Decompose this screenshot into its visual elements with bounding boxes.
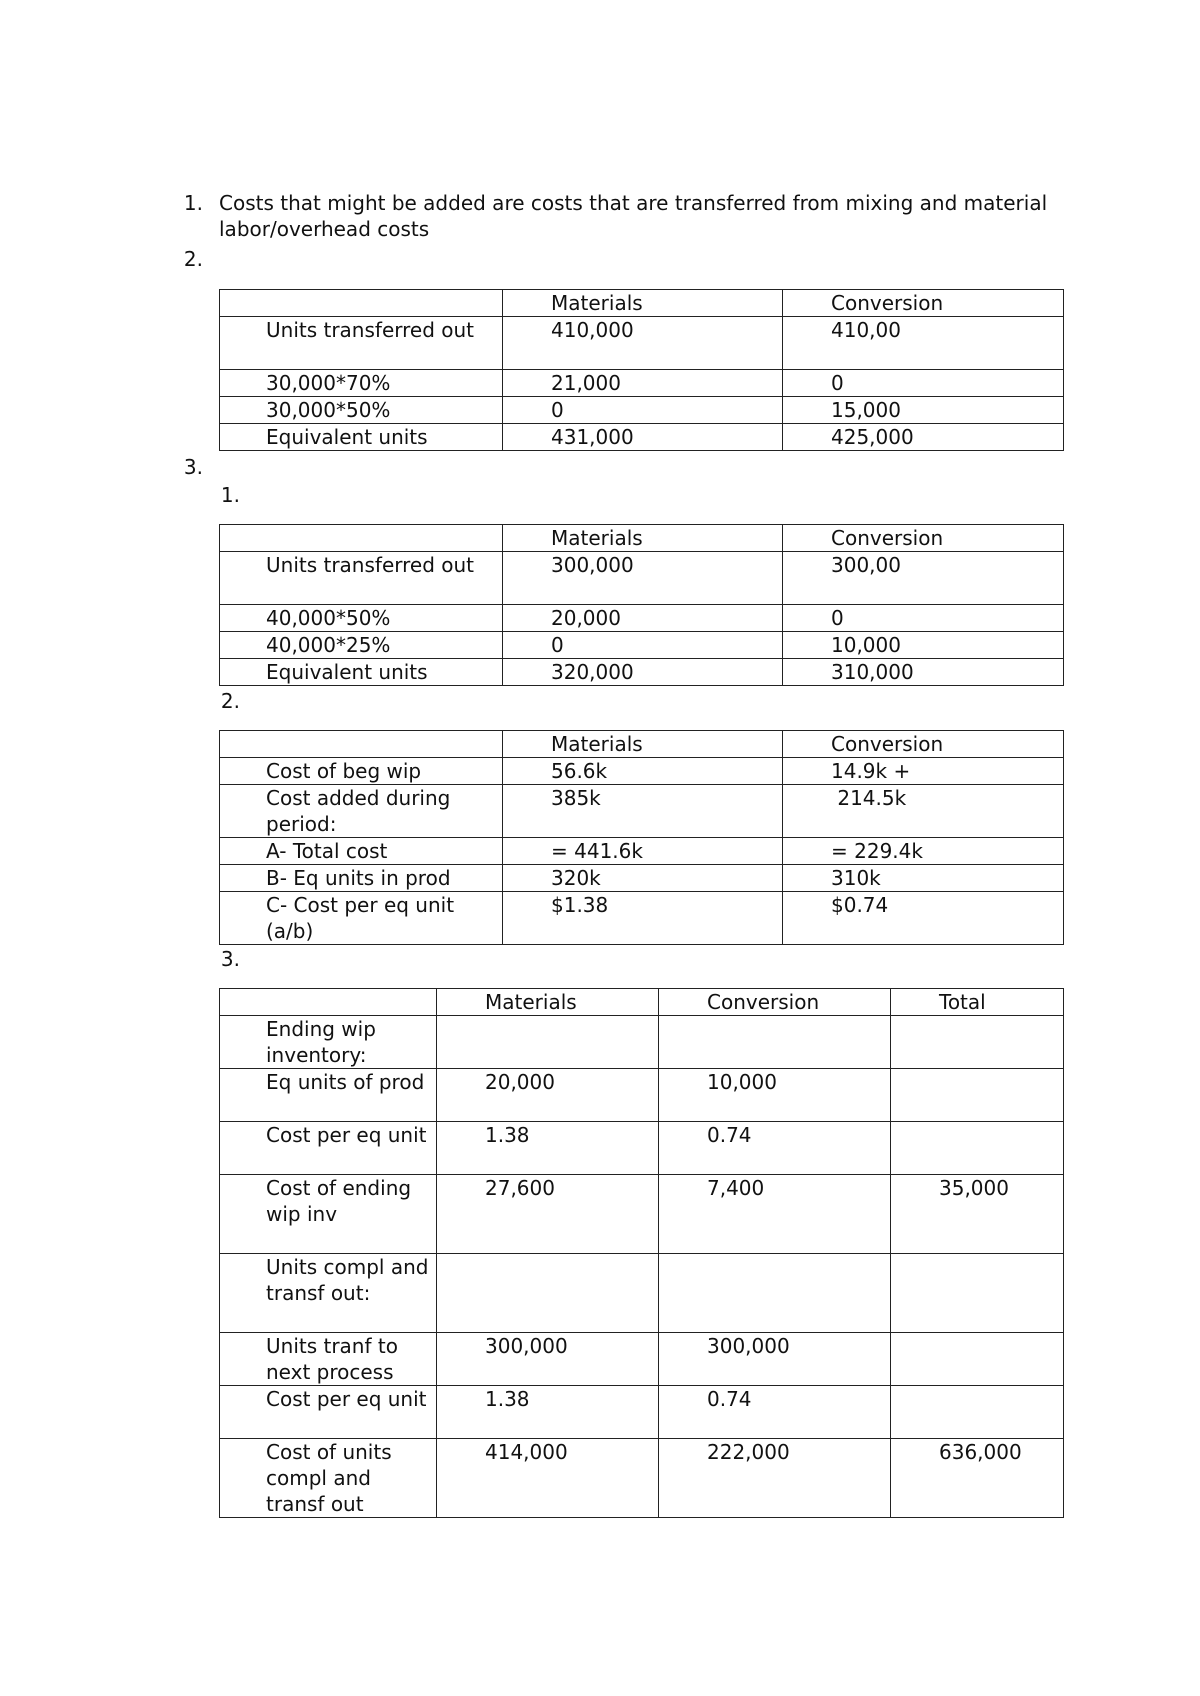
conversion-cell <box>659 1016 891 1069</box>
conversion-cell: = 229.4k <box>783 838 1064 865</box>
table-row <box>220 785 1064 838</box>
list-number-1: 1. <box>183 191 203 215</box>
answer-1-text: Costs that might be added are costs that are transferred from mixing and material labor/overhead costs <box>219 191 1048 241</box>
header-materials: Materials <box>503 525 783 552</box>
row-label: Cost per eq unit <box>220 1122 437 1175</box>
materials-cell: 0 <box>503 632 783 659</box>
list-number-2: 2. <box>183 247 203 271</box>
conversion-cell: 0.74 <box>659 1122 891 1175</box>
cost-per-unit-table <box>219 730 1064 945</box>
table-row <box>220 1122 1064 1175</box>
total-cell <box>891 1386 1064 1439</box>
table-row <box>220 659 1064 686</box>
table-row <box>220 397 1064 424</box>
materials-cell: 431,000 <box>503 424 783 451</box>
row-label: Units compl and transf out: <box>220 1254 437 1333</box>
header-conversion: Conversion <box>659 989 891 1016</box>
sub-list-number-3: 3. <box>220 947 240 971</box>
total-cell: 636,000 <box>891 1439 1064 1518</box>
materials-cell: 20,000 <box>437 1069 659 1122</box>
header-materials: Materials <box>437 989 659 1016</box>
equivalent-units-table-2 <box>219 524 1064 686</box>
table-row <box>220 1016 1064 1069</box>
header-total: Total <box>891 989 1064 1016</box>
table-header-row <box>220 290 1064 317</box>
header-conversion: Conversion <box>783 731 1064 758</box>
row-label: 40,000*50% <box>220 605 503 632</box>
header-conversion: Conversion <box>783 290 1064 317</box>
row-label: C- Cost per eq unit (a/b) <box>220 892 503 945</box>
conversion-cell: 222,000 <box>659 1439 891 1518</box>
header-cell-empty <box>220 525 503 552</box>
materials-cell: 1.38 <box>437 1386 659 1439</box>
table-row <box>220 424 1064 451</box>
table-row <box>220 317 1064 370</box>
conversion-cell: 425,000 <box>783 424 1064 451</box>
table-row <box>220 865 1064 892</box>
conversion-cell: 300,00 <box>783 552 1064 605</box>
materials-cell: 21,000 <box>503 370 783 397</box>
conversion-cell: 10,000 <box>659 1069 891 1122</box>
total-cell <box>891 1254 1064 1333</box>
row-label: Cost per eq unit <box>220 1386 437 1439</box>
row-label: Ending wip inventory: <box>220 1016 437 1069</box>
materials-cell: 320k <box>503 865 783 892</box>
table-header-row <box>220 525 1064 552</box>
materials-cell: 27,600 <box>437 1175 659 1254</box>
row-label: Eq units of prod <box>220 1069 437 1122</box>
row-label: Units transferred out <box>220 552 503 605</box>
row-label: Cost of units compl and transf out <box>220 1439 437 1518</box>
table-row <box>220 632 1064 659</box>
row-label: A- Total cost <box>220 838 503 865</box>
row-label: 30,000*50% <box>220 397 503 424</box>
materials-cell <box>437 1016 659 1069</box>
total-cell <box>891 1016 1064 1069</box>
materials-cell: 56.6k <box>503 758 783 785</box>
table-row <box>220 1439 1064 1518</box>
materials-cell: = 441.6k <box>503 838 783 865</box>
conversion-cell: $0.74 <box>783 892 1064 945</box>
sub-list-number-1: 1. <box>220 483 240 507</box>
materials-cell: 0 <box>503 397 783 424</box>
table-row <box>220 1386 1064 1439</box>
conversion-cell: 310k <box>783 865 1064 892</box>
table-row <box>220 1069 1064 1122</box>
conversion-cell: 10,000 <box>783 632 1064 659</box>
conversion-cell: 0 <box>783 605 1064 632</box>
table-row <box>220 605 1064 632</box>
table-row <box>220 1254 1064 1333</box>
row-label: Cost added during period: <box>220 785 503 838</box>
conversion-cell: 300,000 <box>659 1333 891 1386</box>
total-cell <box>891 1069 1064 1122</box>
row-label: 40,000*25% <box>220 632 503 659</box>
materials-cell <box>437 1254 659 1333</box>
table-header-row <box>220 989 1064 1016</box>
total-cell <box>891 1333 1064 1386</box>
row-label: Equivalent units <box>220 424 503 451</box>
header-materials: Materials <box>503 731 783 758</box>
table-row <box>220 1333 1064 1386</box>
materials-cell: 1.38 <box>437 1122 659 1175</box>
materials-cell: 300,000 <box>503 552 783 605</box>
materials-cell: 320,000 <box>503 659 783 686</box>
conversion-cell: 0 <box>783 370 1064 397</box>
conversion-cell: 14.9k + <box>783 758 1064 785</box>
cost-assignment-table <box>219 988 1064 1518</box>
conversion-cell <box>659 1254 891 1333</box>
sub-list-number-2: 2. <box>220 689 240 713</box>
table-row <box>220 1175 1064 1254</box>
materials-cell: 385k <box>503 785 783 838</box>
header-materials: Materials <box>503 290 783 317</box>
table-row <box>220 892 1064 945</box>
conversion-cell: 7,400 <box>659 1175 891 1254</box>
conversion-cell: 15,000 <box>783 397 1064 424</box>
table-header-row <box>220 731 1064 758</box>
conversion-cell: 410,00 <box>783 317 1064 370</box>
row-label: 30,000*70% <box>220 370 503 397</box>
header-cell-empty <box>220 290 503 317</box>
header-conversion: Conversion <box>783 525 1064 552</box>
list-number-3: 3. <box>183 455 203 479</box>
conversion-cell: 0.74 <box>659 1386 891 1439</box>
row-label: Cost of beg wip <box>220 758 503 785</box>
row-label: Units transferred out <box>220 317 503 370</box>
materials-cell: 410,000 <box>503 317 783 370</box>
table-row <box>220 552 1064 605</box>
row-label: Equivalent units <box>220 659 503 686</box>
table-row <box>220 758 1064 785</box>
total-cell: 35,000 <box>891 1175 1064 1254</box>
total-cell <box>891 1122 1064 1175</box>
materials-cell: 414,000 <box>437 1439 659 1518</box>
conversion-cell: 214.5k <box>783 785 1064 838</box>
conversion-cell: 310,000 <box>783 659 1064 686</box>
table-row <box>220 838 1064 865</box>
row-label: Units tranf to next process <box>220 1333 437 1386</box>
row-label: Cost of ending wip inv <box>220 1175 437 1254</box>
materials-cell: 300,000 <box>437 1333 659 1386</box>
header-cell-empty <box>220 731 503 758</box>
materials-cell: $1.38 <box>503 892 783 945</box>
equivalent-units-table-1 <box>219 289 1064 451</box>
row-label: B- Eq units in prod <box>220 865 503 892</box>
table-row <box>220 370 1064 397</box>
header-cell-empty <box>220 989 437 1016</box>
materials-cell: 20,000 <box>503 605 783 632</box>
